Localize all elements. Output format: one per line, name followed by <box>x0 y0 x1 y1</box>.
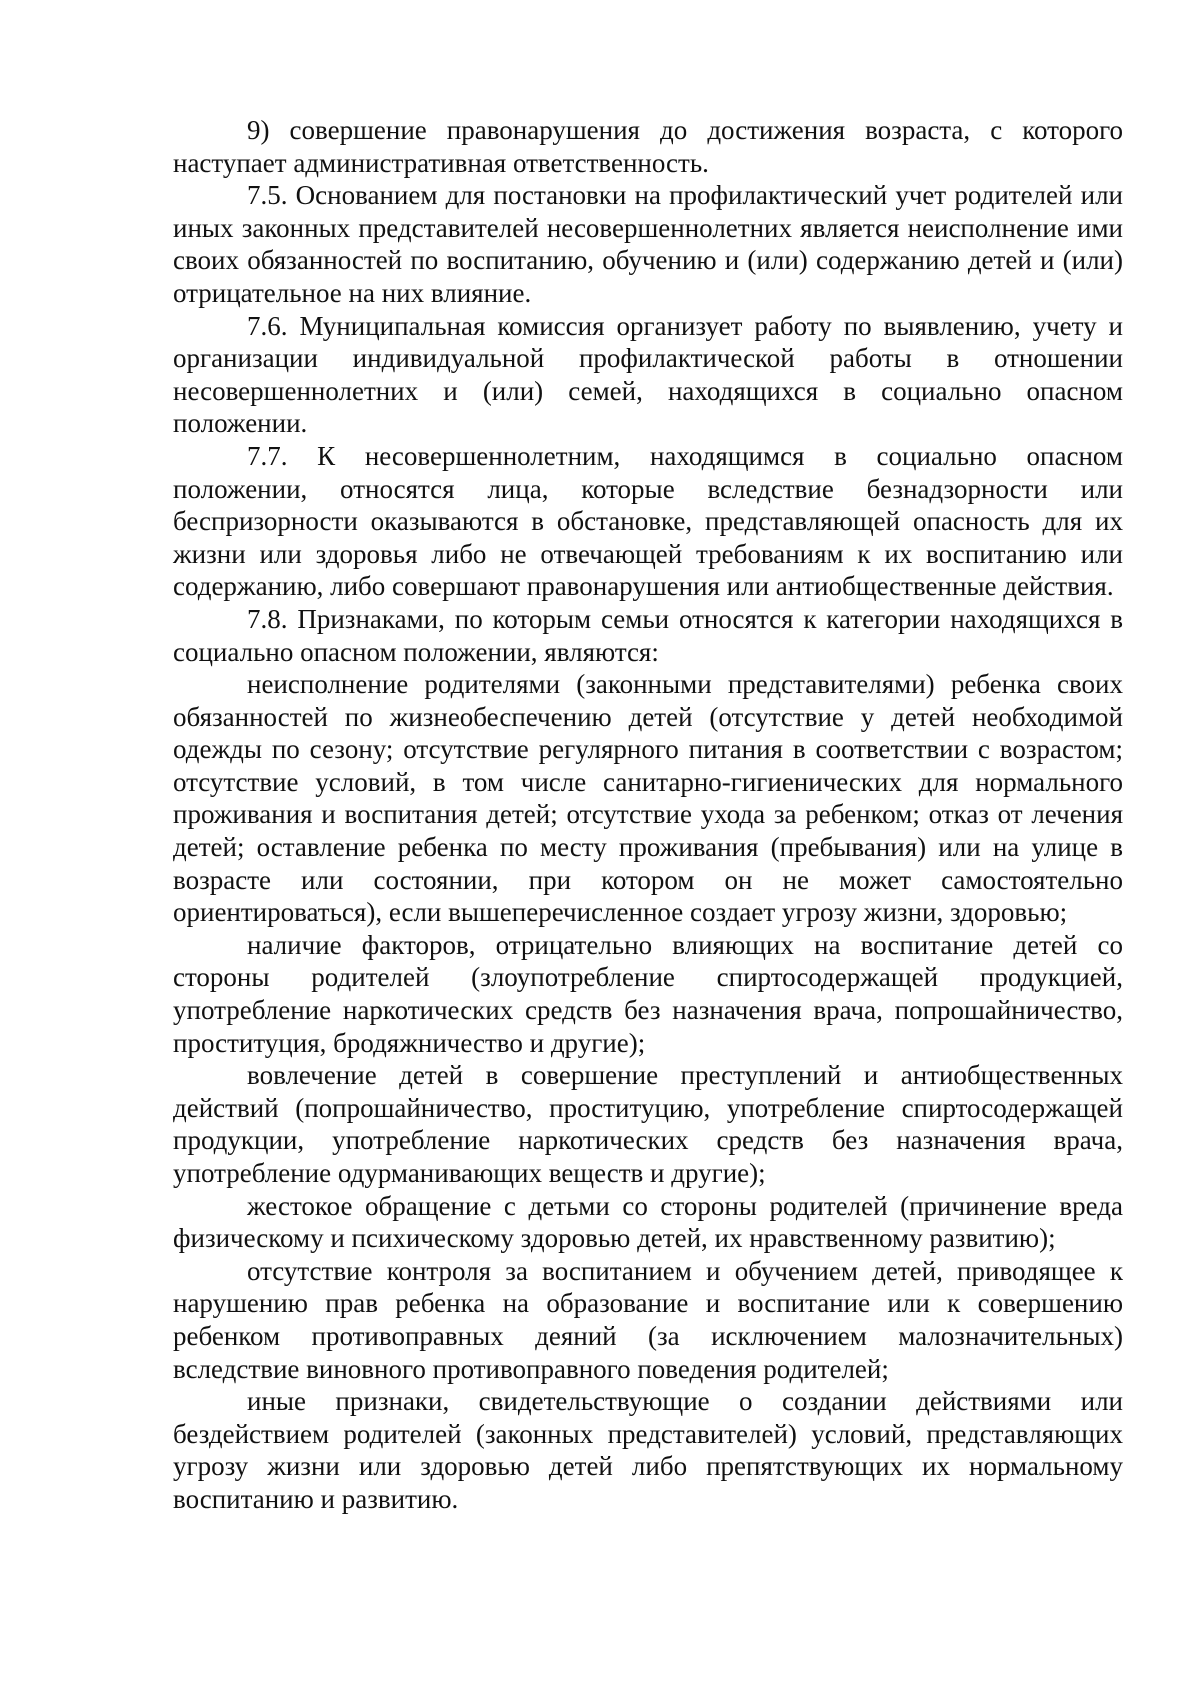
paragraph-sign-1: неисполнение родителями (законными представителями) ребенка своих обязанностей по жизнеобеспечению детей (отсутствие у детей необходимой одежды по сезону; отсутствие регулярного питания в соответствии с возрастом; отсутствие условий, в том числе санитарно-гигиенических для нормального проживания и воспитания детей; отсутствие ухода за ребенком; отказ от лечения детей; оставление ребенка по месту проживания (пребывания) или на улице в возрасте или состоянии, при котором он не может самостоятельно ориентироваться), если вышеперечисленное создает угрозу жизни, здоровью; <box>173 669 1123 928</box>
paragraph-7-5: 7.5. Основанием для постановки на профилактический учет родителей или иных законных представителей несовершеннолетних является неисполнение ими своих обязанностей по воспитанию, обучению и (или) содержанию детей и (или) отрицательное на них влияние. <box>173 180 1123 308</box>
paragraph-sign-6: иные признаки, свидетельствующие о создании действиями или бездействием родителей (законных представителей) условий, представляющих угрозу жизни или здоровью детей либо препятствующих их нормальному воспитанию и развитию. <box>173 1386 1123 1514</box>
paragraph-sign-4: жестокое обращение с детьми со стороны родителей (причинение вреда физическому и психическому здоровью детей, их нравственному развитию); <box>173 1190 1123 1254</box>
paragraph-sign-2: наличие факторов, отрицательно влияющих на воспитание детей со стороны родителей (злоупотребление спиртосодержащей продукцией, употребление наркотических средств без назначения врача, попрошайничество, проституция, бродяжничество и другие); <box>173 929 1123 1058</box>
document-page <box>173 114 1123 1516</box>
paragraph-sign-3: вовлечение детей в совершение преступлений и антиобщественных действий (попрошайничество, проституцию, употребление спиртосодержащей продукции, употребление наркотических средств без назначения врача, употребление одурманивающих веществ и другие); <box>173 1060 1123 1188</box>
paragraph-sign-5: отсутствие контроля за воспитанием и обучением детей, приводящее к нарушению прав ребенка на образование и воспитание или к совершению ребенком противоправных деяний (за исключением малозначительных) вследствие виновного противоправного поведения родителей; <box>173 1255 1123 1384</box>
paragraph-item-9: 9) совершение правонарушения до достижения возраста, с которого наступает административная ответственность. <box>173 115 1123 178</box>
paragraph-7-8: 7.8. Признаками, по которым семьи относятся к категории находящихся в социально опасном положении, являются: <box>173 603 1123 667</box>
paragraph-7-7: 7.7. К несовершеннолетним, находящимся в социально опасном положении, относятся лица, которые вследствие безнадзорности или беспризорности оказываются в обстановке, представляющей опасность для их жизни или здоровья либо не отвечающей требованиям к их воспитанию или содержанию, либо совершают правонарушения или антиобщественные действия. <box>173 440 1123 602</box>
paragraph-7-6: 7.6. Муниципальная комиссия организует работу по выявлению, учету и организации индивидуальной профилактической работы в отношении несовершеннолетних и (или) семей, находящихся в социально опасном положении. <box>173 310 1123 439</box>
